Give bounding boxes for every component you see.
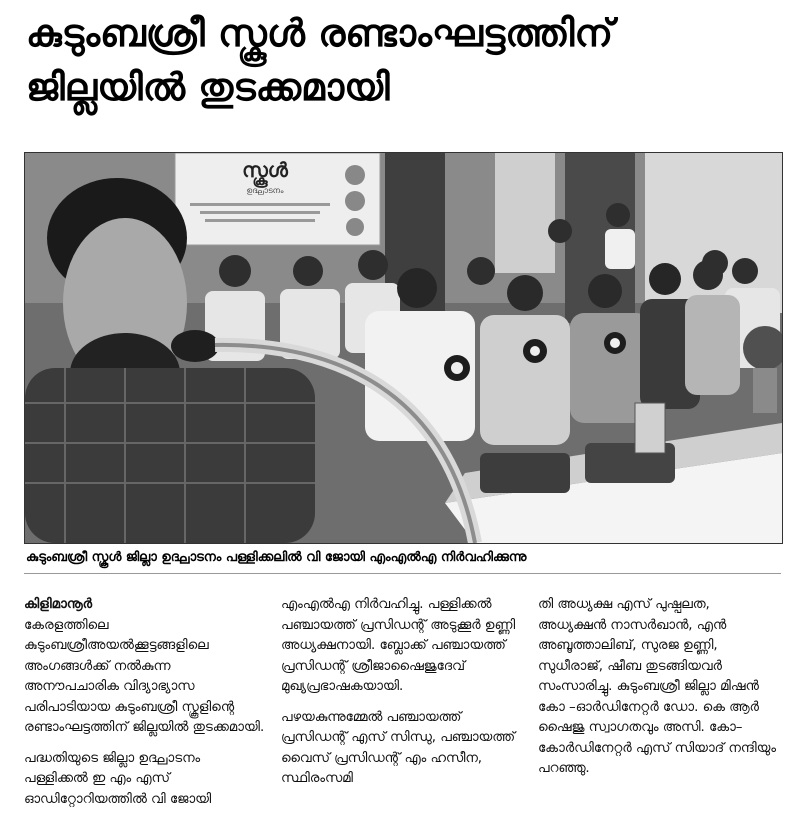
headline-line-2: ജില്ലയിൽ തുടക്കമായി: [26, 65, 390, 109]
news-photo: [24, 152, 783, 544]
headline-line-1: കുടുംബശ്രീ സ്കൂൾ രണ്ടാംഘട്ടത്തിന്: [26, 11, 614, 55]
headline: [26, 6, 786, 114]
banner-title: സ്കൂൾ: [242, 158, 288, 182]
col1-paragraph-2: പദ്ധതിയുടെ ജില്ലാ ഉദ്ഘാടനം പള്ളിക്കൽ ഇ എം എസ് ഓഡിറ്റോറിയത്തിൽ വി ജോയി: [24, 750, 212, 807]
divider: [24, 573, 781, 574]
col2-paragraph-1: എംഎൽഎ നിർവഹിച്ചു. പള്ളിക്കൽ പഞ്ചായത്ത് പ്രസിഡന്റ് അടുക്കൂർ ഉണ്ണി അധ്യക്ഷനായി. ബ്ലോക്ക് പഞ്ചായത്ത് പ്രസിഡന്റ് ശ്രീജാഷൈജുദേവ് മുഖ്യപ്രഭാഷകയായി.: [281, 597, 516, 694]
column-3: [538, 595, 781, 810]
col1-paragraph-1: [24, 595, 267, 739]
banner-subtitle: ഉദ്ഘാടനം: [246, 186, 284, 195]
dateline: കിളിമാനൂർ: [24, 597, 93, 612]
col3-paragraph-1: തി അധ്യക്ഷ എസ് പുഷ്പലത, അധ്യക്ഷൻ നാസർഖാൻ, എൻ അബൂത്താലിബ്, സുരജ ഉണ്ണി, സുധീരാജ്, ഷീബ തുടങ്ങിയവർ സംസാരിച്ചു. കുടുംബശ്രീ ജില്ലാ മിഷൻ കോ –ഓർഡിനേറ്റർ ഡോ. കെ ആർ ഷൈജു സ്വാഗതവും അസി. കോ–കോർഡിനേറ്റർ എസ് സിയാദ് നന്ദിയും പറഞ്ഞു.: [538, 597, 776, 776]
col1-paragraph-1-text: കേരളത്തിലെ കുടുംബശ്രീഅയൽക്കൂട്ടങ്ങളിലെ അംഗങ്ങൾക്ക് നൽകുന്ന അനൗപചാരിക വിദ്യാഭ്യാസ പരിപാടിയായ കുടുംബശ്രീ സ്കൂളിന്റെ രണ്ടാംഘട്ടത്തിന് ജില്ലയിൽ തുടക്കമായി.: [24, 617, 265, 735]
photo-caption: കുടുംബശ്രീ സ്കൂൾ ജില്ലാ ഉദ്ഘാടനം പള്ളിക്കലിൽ വി ജോയി എംഎൽഎ നിർവഹിക്കുന്നു: [26, 550, 527, 565]
column-1: [24, 595, 267, 810]
column-2: [281, 595, 524, 810]
col2-paragraph-2: പഴയകുന്നുമ്മേൽ പഞ്ചായത്ത് പ്രസിഡന്റ് എസ് സിന്ധു, പഞ്ചായത്ത് വൈസ് പ്രസിഡന്റ് എം ഹസീന, സ്ഥിരംസമി: [281, 709, 515, 786]
article-body: [24, 595, 781, 810]
